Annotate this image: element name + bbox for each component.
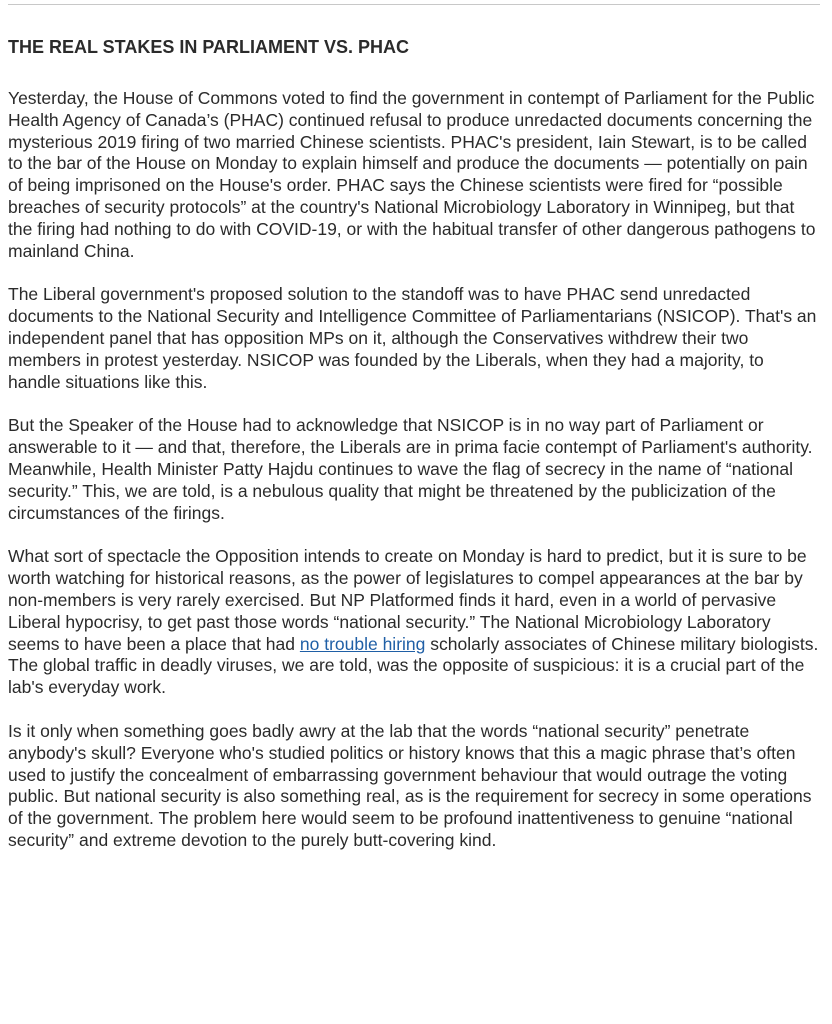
- paragraph-4-text-before-link: What sort of spectacle the Opposition intends to create on Monday is hard to predict, but it is sure to be worth watching for historical reasons, as the power of legislatures to compel appearances at the bar by non-members is very rarely exercised. But NP Platformed finds it hard, even in a world of pervasive Liberal hypocrisy, to get past those words “national security.” The National Microbiology Laboratory seems to have been a place that had: [8, 546, 807, 654]
- article-paragraph-3: But the Speaker of the House had to acknowledge that NSICOP is in no way part of Parliament or answerable to it — and that, therefore, the Liberals are in prima facie contempt of Parliament's authority. Meanwhile, Health Minister Patty Hajdu continues to wave the flag of secrecy in the name of “national security.” This, we are told, is a nebulous quality that might be threatened by the publicization of the circumstances of the firings.: [8, 415, 813, 523]
- no-trouble-hiring-link[interactable]: no trouble hiring: [299, 633, 426, 654]
- article-paragraph-2: The Liberal government's proposed solution to the standoff was to have PHAC send unredacted documents to the National Security and Intelligence Committee of Parliamentarians (NSICOP). That's an independent panel that has opposition MPs on it, although the Conservatives withdrew their two members in protest yesterday. NSICOP was founded by the Liberals, when they had a majority, to handle situations like this.: [8, 284, 817, 392]
- article-paragraph-1: Yesterday, the House of Commons voted to find the government in contempt of Parliament for the Public Health Agency of Canada’s (PHAC) continued refusal to produce unredacted documents concerning the mysterious 2019 firing of two married Chinese scientists. PHAC's president, Iain Stewart, is to be called to the bar of the House on Monday to explain himself and produce the documents — potentially on pain of being imprisoned on the House's order. PHAC says the Chinese scientists were fired for “possible breaches of security protocols” at the country's National Microbiology Laboratory in Winnipeg, but that the firing had nothing to do with COVID-19, or with the habitual transfer of other dangerous pathogens to mainland China.: [8, 88, 816, 261]
- article-headline: THE REAL STAKES IN PARLIAMENT VS. PHAC: [8, 37, 410, 57]
- article-paragraph-4: [8, 546, 820, 699]
- article-paragraph-5: Is it only when something goes badly awry at the lab that the words “national security” penetrate anybody's skull? Everyone who's studied politics or history knows that this a magic phrase that’s often used to justify the concealment of embarrassing government behaviour that would outrage the voting public. But national security is also something real, as is the requirement for secrecy in some operations of the government. The problem here would seem to be profound inattentiveness to genuine “national security” and extreme devotion to the purely butt-covering kind.: [8, 720, 812, 850]
- paragraph-4-text-after-link: scholarly associates of Chinese military biologists. The global traffic in deadly viruses, we are told, was the opposite of suspicious: it is a crucial part of the lab's everyday work.: [8, 633, 819, 698]
- top-divider: [8, 4, 820, 5]
- article-body: [8, 36, 820, 874]
